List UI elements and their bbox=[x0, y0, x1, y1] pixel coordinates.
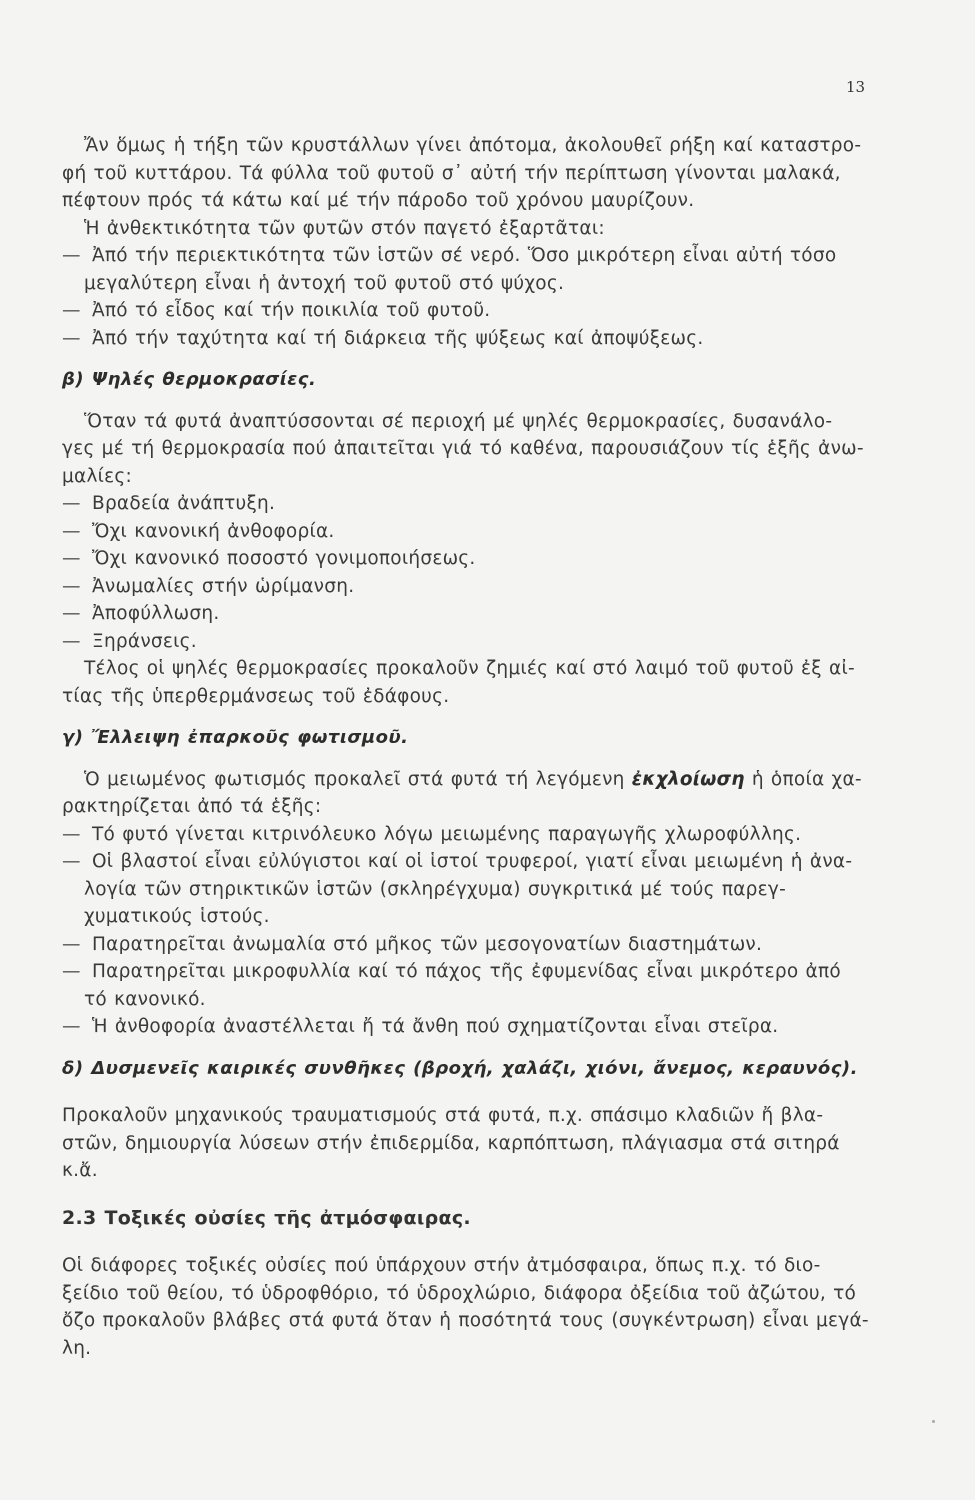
paragraph-neck-damage bbox=[62, 655, 874, 710]
text-line: ξείδιο τοῦ θείου, τό ὑδροφθόριο, τό ὑδροχλώριο, διάφορα ὀξείδια τοῦ ἀζώτου, τό bbox=[62, 1282, 857, 1304]
section-title-toxic-substances: 2.3 Τοξικές οὐσίες τῆς ἀτμόσφαιρας. bbox=[62, 1206, 471, 1229]
list-frost-factors bbox=[62, 242, 874, 352]
heading-insufficient-light: γ) Ἔλλειψη ἐπαρκοῦς φωτισμοῦ. bbox=[62, 727, 409, 748]
list-item: — Ὄχι κανονική ἀνθοφορία. bbox=[62, 520, 335, 542]
paragraph-frost-rupture bbox=[62, 132, 874, 215]
list-etiolation-symptoms bbox=[62, 821, 874, 1041]
text-line: Ὅταν τά φυτά ἀναπτύσσονται σέ περιοχή μέ ψηλές θερμοκρασίες, δυσανάλο- bbox=[84, 410, 833, 432]
paragraph-toxic-substances bbox=[62, 1252, 874, 1362]
heading-adverse-weather: δ) Δυσμενεῖς καιρικές συνθῆκες (βροχή, χαλάζι, χιόνι, ἄνεμος, κεραυνός). bbox=[62, 1057, 858, 1079]
page-content bbox=[62, 132, 874, 1362]
paragraph-frost-resistance: Ἡ ἀνθεκτικότητα τῶν φυτῶν στόν παγετό ἐξαρτᾶται: bbox=[84, 217, 605, 239]
page-number: 13 bbox=[846, 78, 866, 96]
list-item: — Ὄχι κανονικό ποσοστό γονιμοποιήσεως. bbox=[62, 548, 476, 569]
text-line: πέφτουν πρός τά κάτω καί μέ τήν πάροδο τοῦ χρόνου μαυρίζουν. bbox=[62, 190, 695, 211]
text-line: γες μέ τή θερμοκρασία πού ἀπαιτεῖται γιά τό καθένα, παρουσιάζουν τίς ἑξῆς ἀνω- bbox=[62, 438, 864, 459]
list-item: — Οἱ βλαστοί εἶναι εὐλύγιστοι καί οἱ ἱστοί τρυφεροί, γιατί εἶναι μειωμένη ἡ ἀνα- bbox=[62, 851, 853, 872]
text-line: στῶν, δημιουργία λύσεων στήν ἐπιδερμίδα, καρπόπτωση, πλάγιασμα στά σιτηρά bbox=[62, 1132, 840, 1154]
text-line: Τέλος οἱ ψηλές θερμοκρασίες προκαλοῦν ζημιές καί στό λαιμό τοῦ φυτοῦ ἐξ αἰ- bbox=[84, 658, 855, 679]
text-line: ὄζο προκαλοῦν βλάβες στά φυτά ὅταν ἡ ποσότητά τους (συγκέντρωση) εἶναι μεγά- bbox=[62, 1310, 869, 1331]
text-line: κ.ἄ. bbox=[62, 1160, 98, 1181]
print-speck bbox=[932, 1420, 935, 1423]
list-item-continuation: μεγαλύτερη εἶναι ἡ ἀντοχή τοῦ φυτοῦ στό ψύχος. bbox=[84, 272, 565, 294]
term-etiolation: ἐκχλοίωση bbox=[631, 768, 745, 790]
text-line: λη. bbox=[62, 1337, 92, 1359]
list-item: — Ἀνωμαλίες στήν ὡρίμανση. bbox=[62, 575, 355, 597]
paragraph-mechanical-injuries bbox=[62, 1102, 874, 1185]
list-item: — Ἀπό τό εἶδος καί τήν ποικιλία τοῦ φυτοῦ. bbox=[62, 297, 874, 325]
text-line: τίας τῆς ὑπερθερμάνσεως τοῦ ἐδάφους. bbox=[62, 685, 450, 707]
dash-marker: — bbox=[62, 245, 81, 266]
heading-high-temperatures: β) Ψηλές θερμοκρασίες. bbox=[62, 369, 317, 390]
list-heat-anomalies bbox=[62, 490, 874, 655]
list-item: — Ξηράνσεις. bbox=[62, 630, 197, 652]
list-item-continuation: τό κανονικό. bbox=[84, 988, 206, 1010]
text-line: Προκαλοῦν μηχανικούς τραυματισμούς στά φυτά, π.χ. σπάσιμο κλαδιῶν ἤ βλα- bbox=[62, 1105, 824, 1126]
list-item: — Ἡ ἀνθοφορία ἀναστέλλεται ἤ τά ἄνθη πού σχηματίζονται εἶναι στεῖρα. bbox=[62, 1016, 779, 1037]
list-item: — Παρατηρεῖται μικροφυλλία καί τό πάχος τῆς ἐφυμενίδας εἶναι μικρότερο ἀπό bbox=[62, 961, 841, 982]
list-item: — Ἀποφύλλωση. bbox=[62, 603, 220, 624]
text-line: Ἄν ὅμως ἡ τήξη τῶν κρυστάλλων γίνει ἀπότομα, ἀκολουθεῖ ρήξη καί καταστρο- bbox=[84, 135, 862, 156]
list-item: — Τό φυτό γίνεται κιτρινόλευκο λόγω μειωμένης παραγωγῆς χλωροφύλλης. bbox=[62, 823, 802, 845]
text-line: ρακτηρίζεται ἀπό τά ἑξῆς: bbox=[62, 796, 322, 817]
text-line: φή τοῦ κυττάρου. Τά φύλλα τοῦ φυτοῦ σ᾿ αὐτή τήν περίπτωση γίνονται μαλακά, bbox=[62, 162, 841, 184]
list-item: — Ἀπό τήν περιεκτικότητα τῶν ἱστῶν σέ νερό. Ὅσο μικρότερη εἶναι αὐτή τόσο bbox=[62, 242, 874, 270]
paragraph-high-temperatures bbox=[62, 408, 874, 491]
text-line: Οἱ διάφορες τοξικές οὐσίες πού ὑπάρχουν στήν ἀτμόσφαιρα, ὅπως π.χ. τό διο- bbox=[62, 1255, 821, 1276]
list-item: — Παρατηρεῖται ἀνωμαλία στό μῆκος τῶν μεσογονατίων διαστημάτων. bbox=[62, 933, 763, 955]
dash-marker: — bbox=[62, 300, 81, 321]
dash-marker: — bbox=[62, 327, 81, 349]
text-line: Ὁ μειωμένος φωτισμός προκαλεῖ στά φυτά τή λεγόμενη ἐκχλοίωση ἡ ὁποία χα- bbox=[84, 768, 862, 790]
paragraph-etiolation bbox=[62, 766, 874, 821]
list-item: — Ἀπό τήν ταχύτητα καί τή διάρκεια τῆς ψύξεως καί ἀποψύξεως. bbox=[62, 325, 874, 353]
text-line: μαλίες: bbox=[62, 465, 133, 487]
list-item: — Βραδεία ἀνάπτυξη. bbox=[62, 493, 276, 514]
list-item-continuation: χυματικούς ἱστούς. bbox=[84, 906, 270, 927]
list-item-continuation: λογία τῶν στηρικτικῶν ἱστῶν (σκληρέγχυμα) συγκριτικά μέ τούς παρεγ- bbox=[84, 878, 787, 900]
